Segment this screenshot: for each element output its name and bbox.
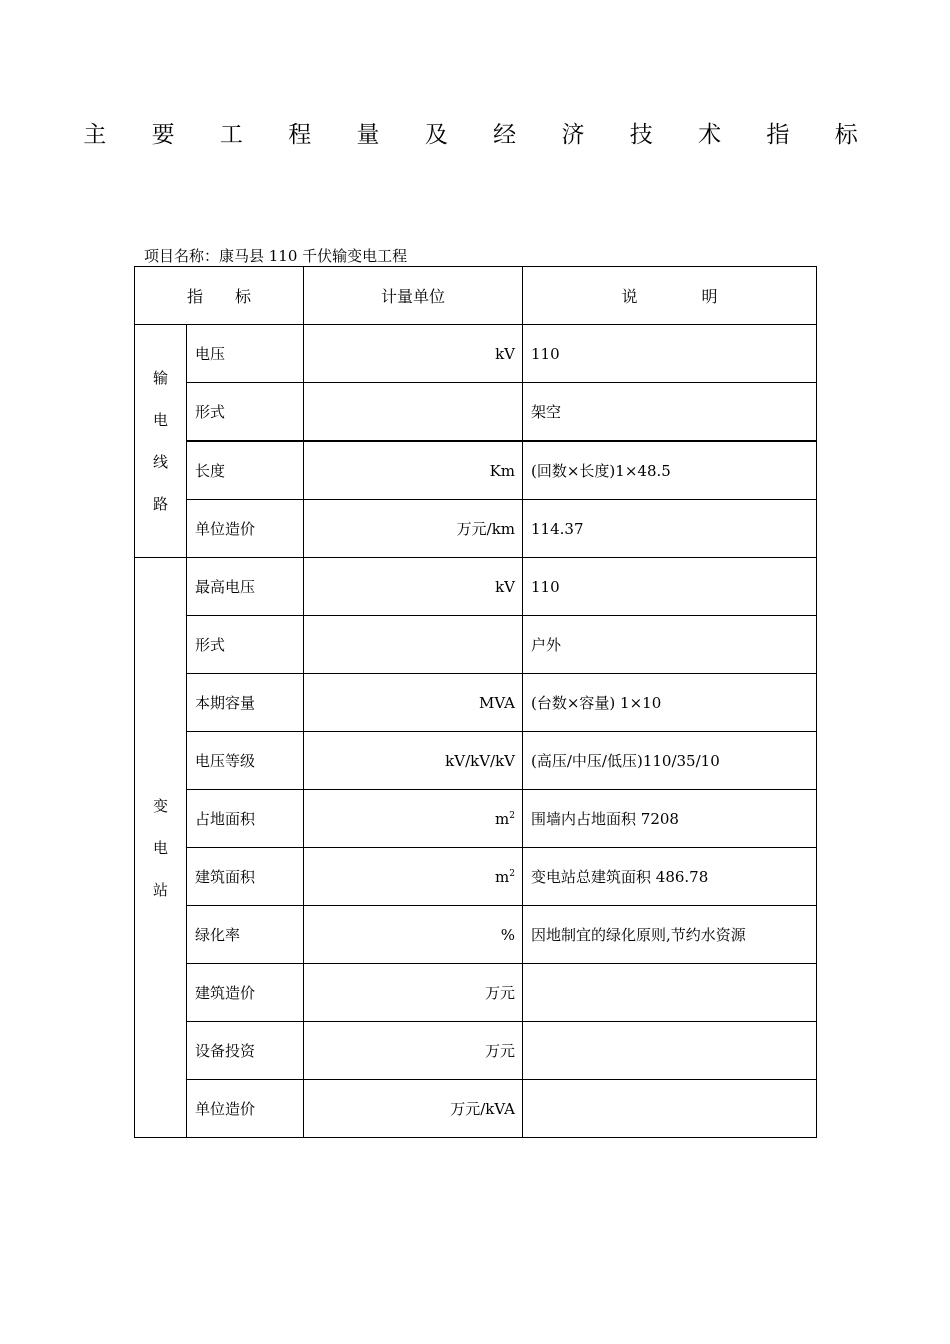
row-name: 电压等级 <box>187 732 304 790</box>
row-unit <box>304 383 523 442</box>
header-unit: 计量单位 <box>304 267 523 325</box>
row-name: 电压 <box>187 325 304 383</box>
unit-superscript: 2 <box>509 810 516 821</box>
row-note <box>523 964 817 1022</box>
project-name: 项目名称：康马县 110 千伏输变电工程 <box>144 247 408 265</box>
group-char: 输 <box>152 369 168 387</box>
row-note <box>523 1022 817 1080</box>
row-note: 110 <box>523 325 817 383</box>
row-unit <box>304 616 523 674</box>
row-name: 建筑面积 <box>187 848 304 906</box>
row-unit: 万元 <box>304 1022 523 1080</box>
row-name: 形式 <box>187 616 304 674</box>
row-unit <box>304 790 523 848</box>
row-note <box>523 1080 817 1138</box>
row-unit: Km <box>304 441 523 500</box>
table-row <box>135 616 817 674</box>
row-unit: MVA <box>304 674 523 732</box>
row-note: 变电站总建筑面积 486.78 <box>523 848 817 906</box>
table-row <box>135 383 817 442</box>
row-note: 户外 <box>523 616 817 674</box>
table-row <box>135 790 817 848</box>
group-substation <box>135 558 187 1138</box>
header-note: 说 明 <box>523 267 817 325</box>
row-unit: kV <box>304 325 523 383</box>
table-header-row <box>135 267 817 325</box>
unit-superscript: 2 <box>509 868 516 879</box>
group-char: 变 <box>152 796 168 815</box>
row-note: 围墙内占地面积 7208 <box>523 790 817 848</box>
row-note: 因地制宜的绿化原则,节约水资源 <box>523 906 817 964</box>
row-name: 建筑造价 <box>187 964 304 1022</box>
table-row <box>135 558 817 616</box>
row-note: (回数×长度)1×48.5 <box>523 441 817 500</box>
row-note: 架空 <box>523 383 817 442</box>
page-title: 主 要 工 程 量 及 经 济 技 术 指 标 <box>83 122 877 148</box>
table-row <box>135 732 817 790</box>
row-name: 形式 <box>187 383 304 442</box>
table-row <box>135 1022 817 1080</box>
group-char: 电 <box>152 838 168 857</box>
row-name: 设备投资 <box>187 1022 304 1080</box>
group-char: 电 <box>152 411 168 429</box>
row-name: 最高电压 <box>187 558 304 616</box>
table-row <box>135 1080 817 1138</box>
table-row <box>135 964 817 1022</box>
table-row <box>135 848 817 906</box>
group-char: 线 <box>152 453 168 471</box>
row-note: (高压/中压/低压)110/35/10 <box>523 732 817 790</box>
table-row <box>135 906 817 964</box>
row-note: 114.37 <box>523 500 817 558</box>
row-unit <box>304 848 523 906</box>
row-note: (台数×容量) 1×10 <box>523 674 817 732</box>
group-char: 站 <box>152 880 168 899</box>
row-name: 长度 <box>187 441 304 500</box>
row-name: 绿化率 <box>187 906 304 964</box>
group-transmission-line <box>135 325 187 558</box>
row-note: 110 <box>523 558 817 616</box>
row-unit: 万元 <box>304 964 523 1022</box>
header-indicator: 指 标 <box>135 267 304 325</box>
row-name: 占地面积 <box>187 790 304 848</box>
row-unit: 万元/km <box>304 500 523 558</box>
row-name: 单位造价 <box>187 1080 304 1138</box>
table-row <box>135 500 817 558</box>
row-unit: kV <box>304 558 523 616</box>
row-unit: kV/kV/kV <box>304 732 523 790</box>
table-row <box>135 674 817 732</box>
indicator-table <box>134 266 817 1138</box>
table-row <box>135 441 817 500</box>
row-unit: 万元/kVA <box>304 1080 523 1138</box>
row-name: 单位造价 <box>187 500 304 558</box>
group-char: 路 <box>152 495 168 513</box>
table-row <box>135 325 817 383</box>
row-name: 本期容量 <box>187 674 304 732</box>
row-unit: % <box>304 906 523 964</box>
unit-text: m <box>495 867 510 886</box>
unit-text: m <box>495 809 510 828</box>
